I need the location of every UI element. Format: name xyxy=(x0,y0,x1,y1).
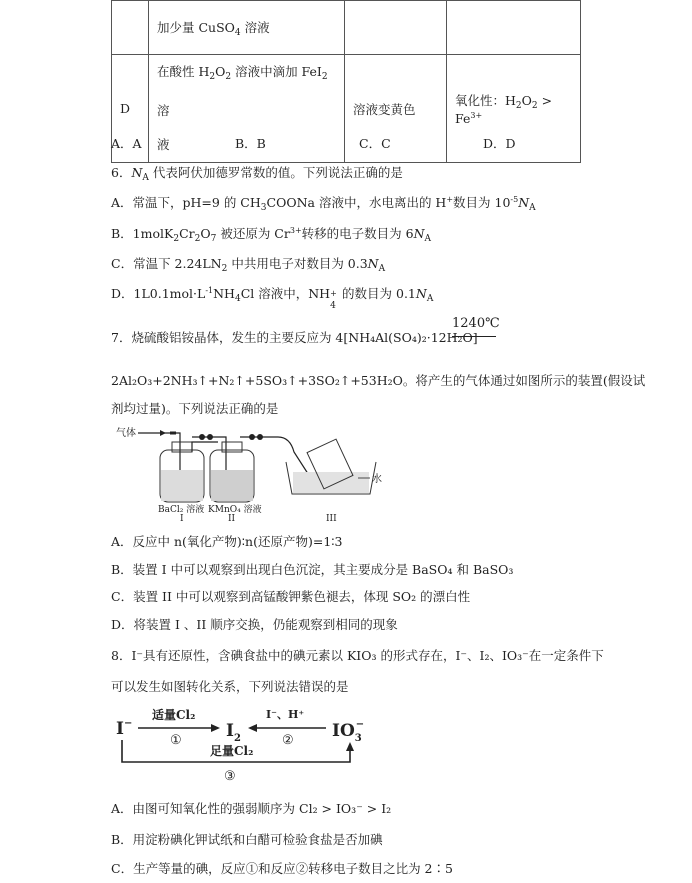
table-cell: 溶液变黄色 xyxy=(345,55,447,163)
bottle-i-number: I xyxy=(180,514,184,522)
q7-stem-line2: 2Al₂O₃+2NH₃↑+N₂↑+5SO₃↑+3SO₂↑+53H₂O。将产生的气体通过如图所示的装置(假设试 xyxy=(111,373,646,388)
arrow-3 xyxy=(122,740,354,784)
q5-option-d: D．D xyxy=(483,136,516,151)
table-cell: 在酸性 $H_2O_2$ 溶液中滴加 FeI$_2$ 溶 液 xyxy=(149,55,345,163)
arrow-1-reagent: 适量Cl₂ xyxy=(152,708,196,722)
reaction-condition: 1240℃ xyxy=(452,316,500,331)
species-iodine: $I_2$ xyxy=(226,721,241,744)
arrow-2-number: ② xyxy=(282,733,294,748)
bottle-i-label: BaCl₂ 溶液 xyxy=(158,505,205,515)
table-cell: 氧化性：$H_2O_2 > Fe^{3+}$ xyxy=(447,55,581,163)
trough-iii xyxy=(286,439,376,494)
arrow-1 xyxy=(138,707,220,748)
q8-option-a: A．由图可知氧化性的强弱顺序为 Cl₂ > IO₃⁻ > I₂ xyxy=(111,801,392,816)
arrow-3-reagent: 足量Cl₂ xyxy=(210,744,254,758)
table-cell xyxy=(447,1,581,55)
q8-stem-line2: 可以发生如图转化关系，下列说法错误的是 xyxy=(111,679,349,694)
reaction-arrow-line xyxy=(452,336,496,337)
q5-option-a: A．A xyxy=(111,136,142,151)
q7-option-b: B．装置 I 中可以观察到出现白色沉淀，其主要成分是 BaSO₄ 和 BaSO₃ xyxy=(111,562,514,577)
table-row xyxy=(112,1,581,55)
q8-option-c: C．生产等量的碘，反应①和反应②转移电子数目之比为 2∶5 xyxy=(111,861,453,876)
trough-iii-number: III xyxy=(326,514,337,522)
q6-stem: 6．$N_A$ 代表阿伏加德罗常数的值。下列说法正确的是 xyxy=(111,165,403,183)
q6-option-b: B．$1molK_2Cr_2O_7$ 被还原为 $Cr^{3+}$转移的电子数目为 $6N_A$ xyxy=(111,226,432,244)
table-cell: 加少量 CuSO$_4$ 溶液 xyxy=(149,1,345,55)
bottle-ii xyxy=(210,442,254,502)
gas-apparatus-diagram xyxy=(108,422,388,522)
bottle-ii-label: KMnO₄ 溶液 xyxy=(208,505,262,515)
q6-option-d: D．$1L0.1mol\cdot L^{-1}NH_4Cl$ 溶液中，NH + 4 的数目为 $0.1N_A$ xyxy=(111,286,434,311)
arrow-1-number: ① xyxy=(170,733,182,748)
q6-option-a: A．常温下，pH=9 的 $CH_3COONa$ 溶液中，水电离出的 H+数目为 $10^{-5}N_A$ xyxy=(111,195,536,213)
arrow-2 xyxy=(248,708,326,748)
q7-stem-line1: 7．烧硫酸铝铵晶体，发生的主要反应为 4[NH₄Al(SO₄)₂·12H₂O] xyxy=(111,330,478,345)
gas-label: 气体 xyxy=(116,428,136,439)
water-label: 水 xyxy=(372,474,382,485)
q6-option-c: C．常温下 $2.24LN_2$ 中共用电子对数目为 $0.3N_A$ xyxy=(111,256,386,274)
q7-stem-line3: 剂均过量)。下列说法正确的是 xyxy=(111,401,279,416)
q5-option-b: B．B xyxy=(235,136,266,151)
bottle-i xyxy=(160,442,218,502)
species-iodate: $IO_3-$ xyxy=(332,719,365,744)
q7-option-a: A．反应中 n(氧化产物)∶n(还原产物)=1∶3 xyxy=(111,534,343,549)
arrow-3-number: ③ xyxy=(224,769,236,784)
q8-option-b: B．用淀粉碘化钾试纸和白醋可检验食盐是否加碘 xyxy=(111,832,383,847)
option-letter: D xyxy=(120,101,131,116)
q5-option-c: C．C xyxy=(359,136,391,151)
bottle-ii-number: II xyxy=(228,514,236,522)
q7-option-d: D．将装置 I 、II 顺序交换，仍能观察到相同的现象 xyxy=(111,617,398,632)
arrow-2-reagent: I⁻、H⁺ xyxy=(266,708,305,721)
q7-option-c: C．装置 II 中可以观察到高锰酸钾紫色褪去，体现 SO₂ 的漂白性 xyxy=(111,589,471,604)
q8-stem-line1: 8．I⁻具有还原性，含碘食盐中的碘元素以 KIO₃ 的形式存在，I⁻、I₂、IO₃⁻在一定条件下 xyxy=(111,648,604,663)
table-cell xyxy=(345,1,447,55)
table-cell xyxy=(112,1,149,55)
iodine-conversion-diagram xyxy=(110,700,380,784)
species-iodide: I− xyxy=(116,718,133,739)
